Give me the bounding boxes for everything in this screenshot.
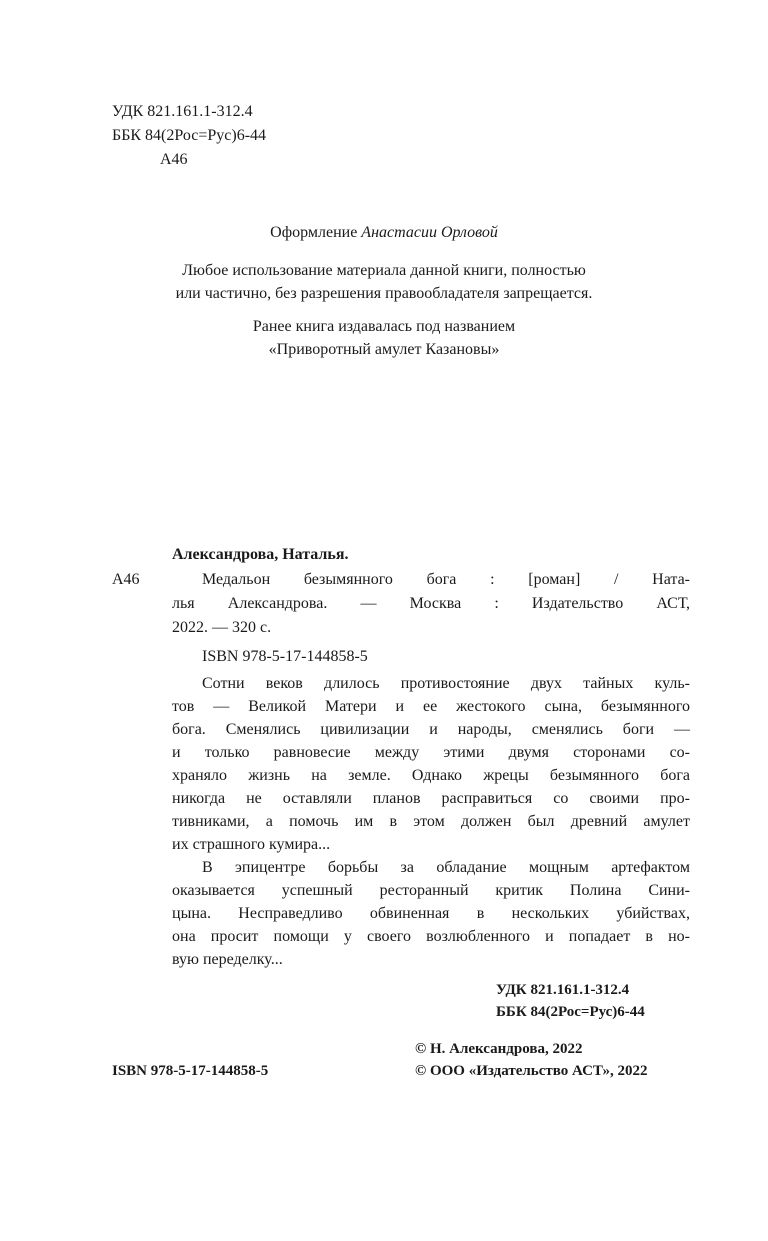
catalog-author: Александрова, Наталья. xyxy=(172,546,349,563)
udk-code: УДК 821.161.1-312.4 xyxy=(112,103,253,120)
annotation-line: бога. Сменялись цивилизации и народы, сменялись боги — xyxy=(172,721,690,738)
former-title-line: «Приворотный амулет Казановы» xyxy=(268,341,500,358)
copyright-notice-line: Любое использование материала данной книги, полностью xyxy=(182,262,586,279)
annotation-line: никогда не оставляли планов расправиться со своими про- xyxy=(172,790,690,807)
annotation-line: тов — Великой Матери и ее жестокого сына, безымянного xyxy=(172,698,690,715)
annotation-line: оказывается успешный ресторанный критик Полина Сини- xyxy=(172,882,690,899)
copyright-notice-line: или частично, без разрешения правообладателя запрещается. xyxy=(175,285,593,302)
annotation-line: В эпицентре борьбы за обладание мощным артефактом xyxy=(202,859,690,876)
description-line: лья Александрова. — Москва : Издательство АСТ, xyxy=(172,595,690,612)
copyright-publisher: © ООО «Издательство АСТ», 2022 xyxy=(415,1063,648,1079)
bbk-code: ББК 84(2Рос=Рус)6-44 xyxy=(112,127,267,144)
annotation-line: храняло жизнь на земле. Однако жрецы безымянного бога xyxy=(172,767,690,784)
design-credit xyxy=(0,223,768,243)
catalog-bbk: ББК 84(2Рос=Рус)6-44 xyxy=(496,1004,645,1020)
annotation-line: и только равновесие между этими двумя сторонами со- xyxy=(172,744,690,761)
catalog-isbn: ISBN 978-5-17-144858-5 xyxy=(202,648,368,665)
annotation-line: их страшного кумира... xyxy=(172,836,331,853)
catalog-mark: А46 xyxy=(112,571,140,588)
annotation-line: Сотни веков длилось противостояние двух тайных куль- xyxy=(202,675,690,692)
annotation-line: она просит помощи у своего возлюбленного и попадает в но- xyxy=(172,928,690,945)
designer-name: Анастасии Орловой xyxy=(361,224,498,241)
design-credit-label: Оформление xyxy=(270,224,358,241)
annotation-line: тивниками, а помочь им в этом должен был древний амулет xyxy=(172,813,690,830)
former-title-line: Ранее книга издавалась под названием xyxy=(252,318,516,335)
description-line: 2022. — 320 с. xyxy=(172,619,272,636)
annotation-line: вую переделку... xyxy=(172,951,283,968)
annotation-line: цына. Несправедливо обвиненная в нескольких убийствах, xyxy=(172,905,690,922)
description-line: Медальон безымянного бога : [роман] / Ната- xyxy=(202,571,690,588)
author-mark: А46 xyxy=(160,151,188,168)
catalog-udk: УДК 821.161.1-312.4 xyxy=(496,982,630,998)
copyright-author: © Н. Александрова, 2022 xyxy=(415,1041,583,1057)
footer-isbn: ISBN 978-5-17-144858-5 xyxy=(112,1063,269,1079)
